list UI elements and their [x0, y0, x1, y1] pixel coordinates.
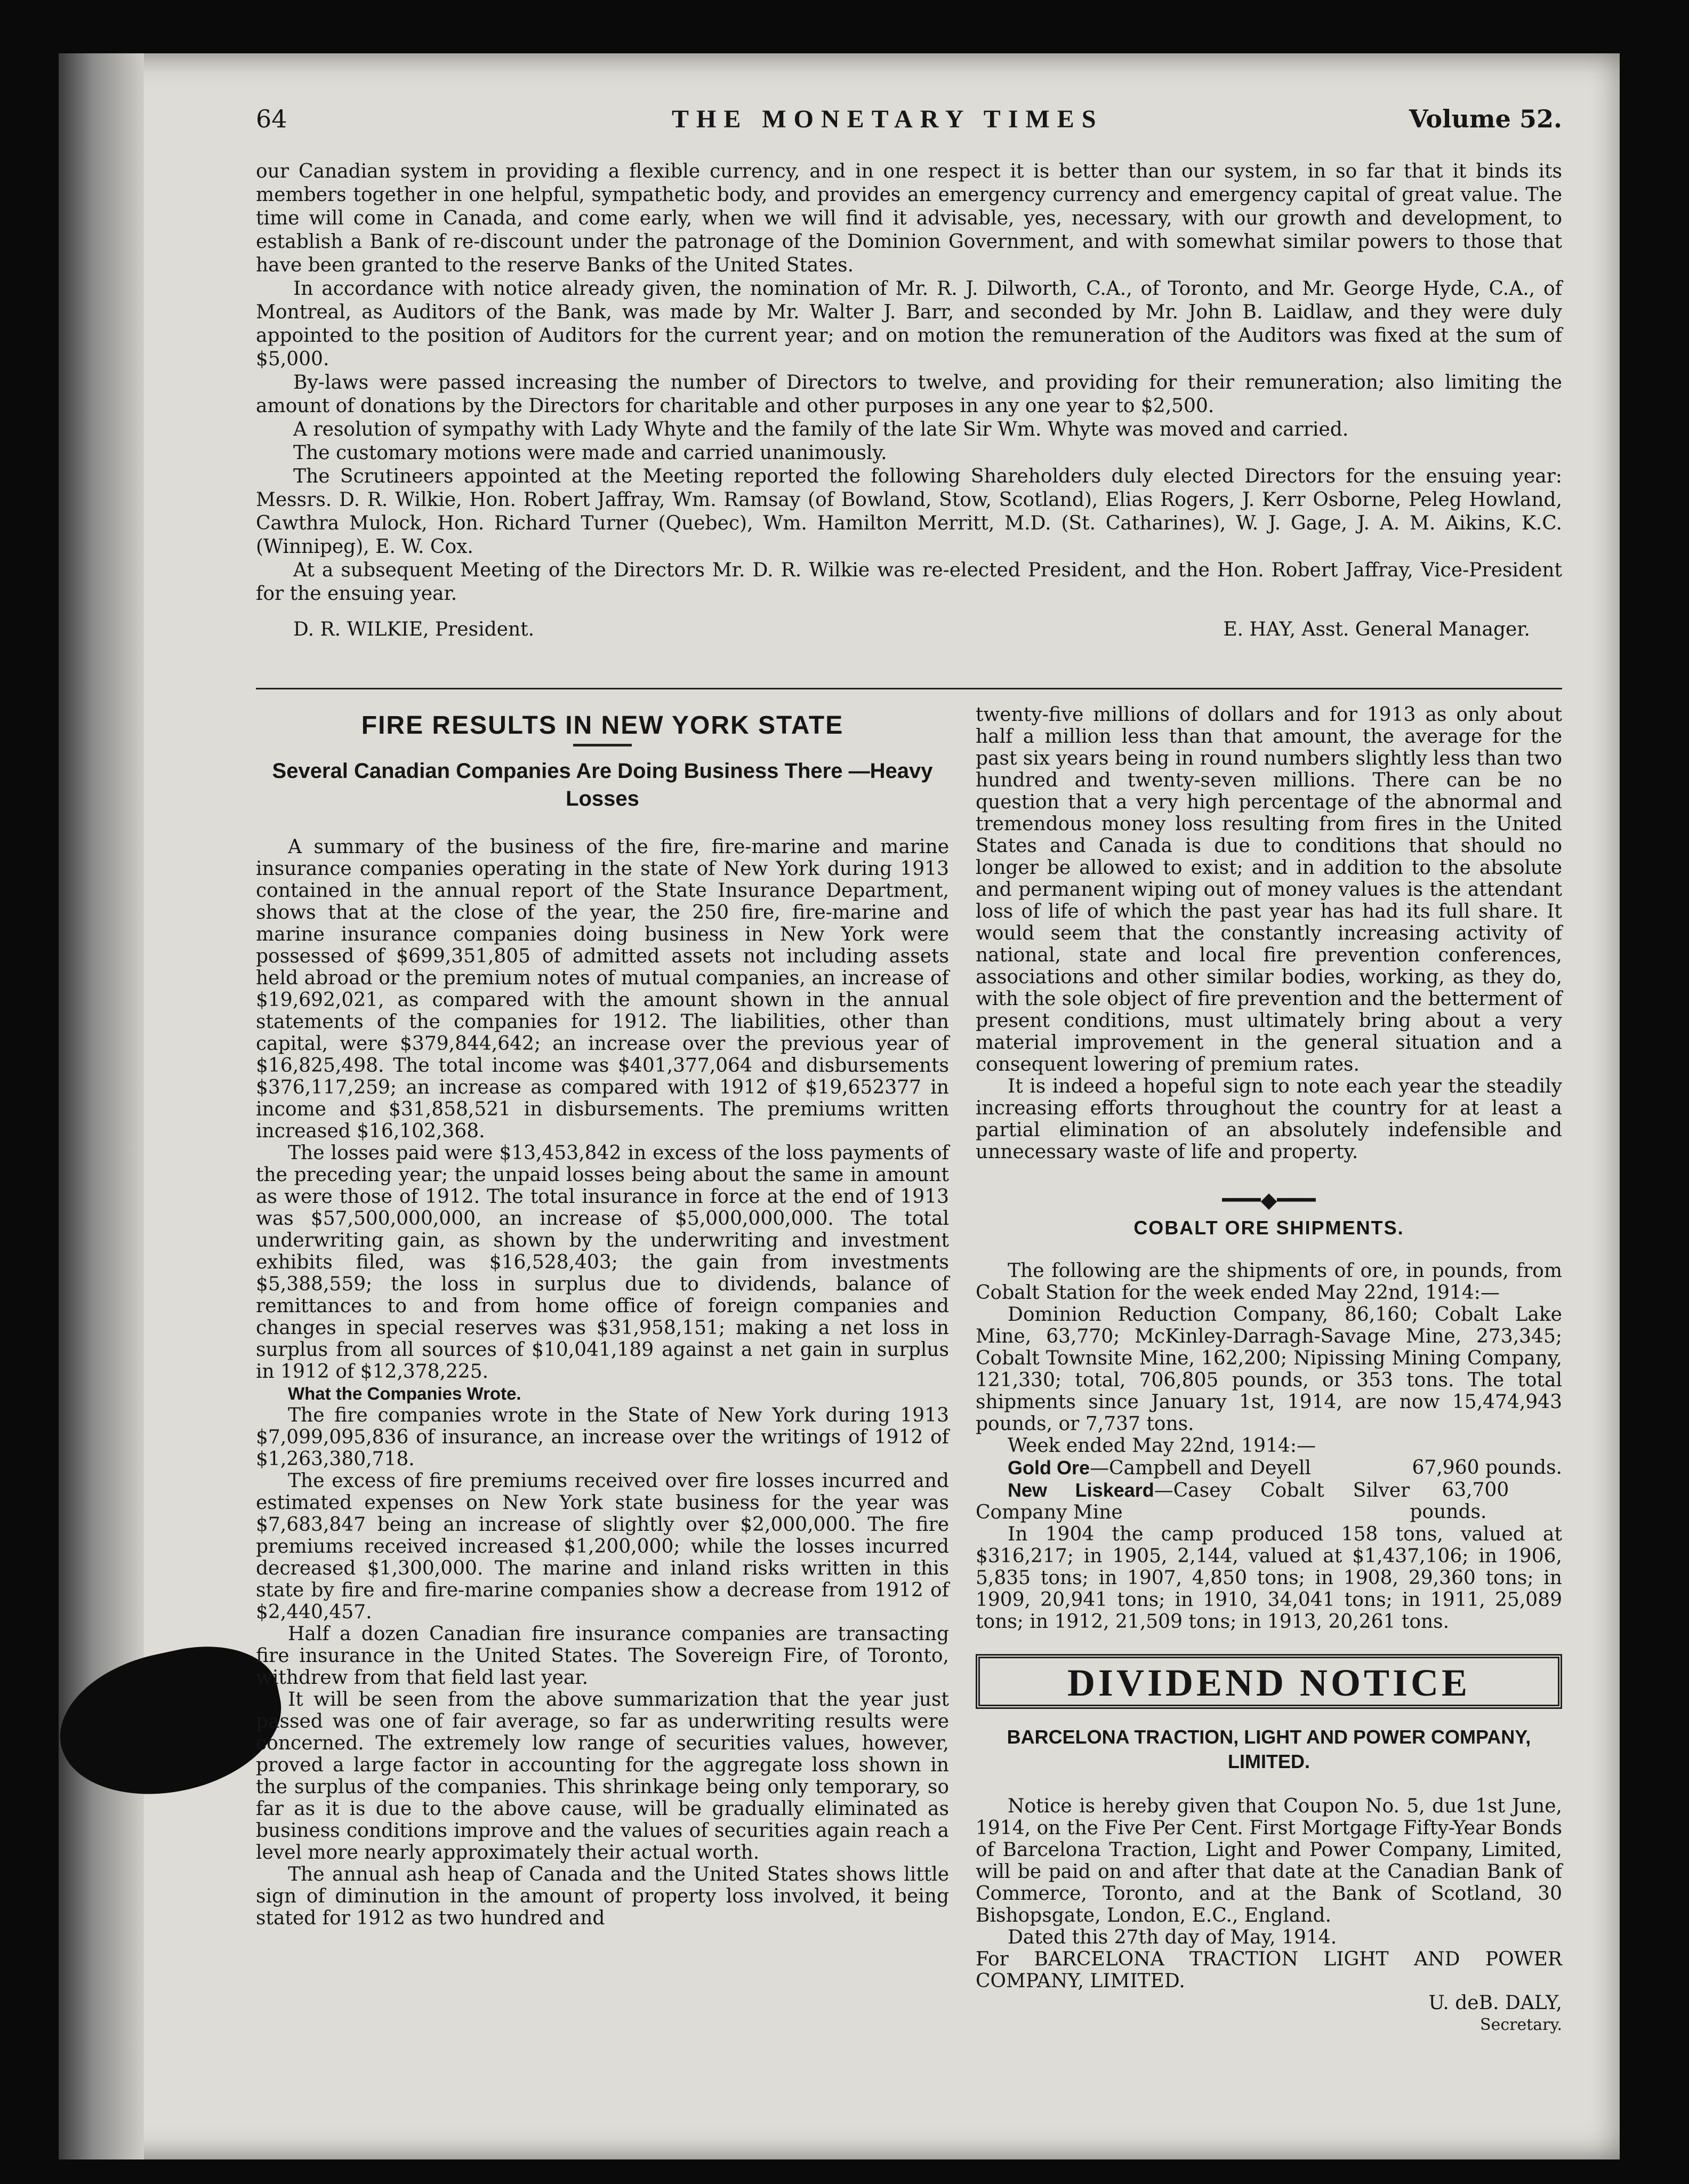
paragraph: Week ended May 22nd, 1914:—: [1008, 1435, 1316, 1457]
paragraph: At a subsequent Meeting of the Directors Mr. D. R. Wilkie was re-elected President, and the Hon. Robert Jaffray, Vice-President for the ensuing year.: [256, 559, 1562, 605]
publication-title: THE MONETARY TIMES: [672, 105, 1104, 133]
paragraph: The following are the shipments of ore, in pounds, from Cobalt Station for the week ended May 22nd, 1914:—: [976, 1260, 1562, 1304]
paragraph: Notice is hereby given that Coupon No. 5, due 1st June, 1914, on the Five Per Cent. First Mortgage Fifty-Year Bonds of Barcelona Traction, Light and Power Company, Limited, will be paid on and after that date at the Canadian Bank of Commerce, Toronto, and at the Bank of Scotland, 30 Bishopsgate, London, E.C., England.: [976, 1795, 1562, 1926]
paragraph: our Canadian system in providing a flexible currency, and in one respect it is better than our system, in so far that it binds its members together in one helpful, sympathetic body, and provides an emergency currency and emergency capital of great value. The time will come in Canada, and come early, when we will find it advisable, yes, necessary, with our growth and development, to establish a Bank of re-discount under the patronage of the Dominion Government, and with somewhat similar powers to those that have been granted to the reserve Banks of the United States.: [256, 160, 1562, 276]
left-column: [256, 704, 949, 1929]
page-binding: [59, 53, 144, 2159]
ornament-icon: ━━━◆━━━: [1222, 1188, 1316, 1213]
paragraph: The excess of fire premiums received over fire losses incurred and estimated expenses on New York state business for the year was $7,683,847 being an increase of slightly over $2,000,000. The fire premiums received increased $1,200,000; while the losses incurred decreased $1,300,000. The marine and inland risks written in this state by fire and fire-marine companies show a decrease from 1912 of $2,440,457.: [256, 1470, 949, 1623]
article-subtitle: Several Canadian Companies Are Doing Business There —Heavy Losses: [272, 759, 933, 810]
paragraph: The annual ash heap of Canada and the United States shows little sign of diminution in the amount of property loss involved, it being stated for 1912 as two hundred and: [256, 1864, 949, 1929]
shipment-text: —Campbell and Deyell: [1090, 1457, 1312, 1479]
shipment-value: 63,700 pounds.: [1410, 1479, 1509, 1523]
page-header: [256, 105, 1562, 142]
signer: U. deB. DALY,: [1428, 1992, 1562, 2014]
paragraph: Dominion Reduction Company, 86,160; Cobalt Lake Mine, 63,770; McKinley-Darragh-Savage Mine, 273,345; Cobalt Townsite Mine, 162,200; Nipissing Mining Company, 121,330; total, 706,805 pounds, or 353 tons. The total shipments since January 1st, 1914, are now 15,474,943 pounds, or 7,737 tons.: [976, 1304, 1562, 1435]
paragraph: It is indeed a hopeful sign to note each year the steadily increasing efforts throughout the country for at least a partial elimination of an absolutely indefensible and unnecessary waste of life and property.: [976, 1075, 1562, 1163]
signer-title: Secretary.: [1480, 2016, 1562, 2034]
paragraph: The Scrutineers appointed at the Meeting reported the following Shareholders duly elected Directors for the ensuing year: Messrs. D. R. Wilkie, Hon. Robert Jaffray, Wm. Ramsay (of Bowland, Stow, Scotland), Elias Rogers, J. Kerr Osborne, Peleg Howland, Cawthra Mulock, Hon. Richard Turner (Quebec), Wm. Hamilton Merritt, M.D. (St. Catharines), W. J. Gage, J. A. M. Aikins, K.C. (Winnipeg), E. W. Cox.: [256, 465, 1562, 558]
shipment-text: —Casey Cobalt Silver Company Mine: [976, 1480, 1410, 1523]
paragraph: A resolution of sympathy with Lady Whyte and the family of the late Sir Wm. Whyte was moved and carried.: [293, 419, 1349, 440]
shipment-row: [976, 1457, 1562, 1479]
bank-meeting-article: [256, 160, 1562, 606]
paragraph: twenty-five millions of dollars and for 1913 as only about half a million less than that amount, the average for the past six years being in round numbers slightly less than two hundred and twenty-seven millions. There can be no question that a very high percentage of the abnormal and tremendous money loss resulting from fires in the United States and Canada is due to conditions that should no longer be allowed to exist; and in addition to the absolute and permanent wiping out of money values is the attendant loss of life of which the past year has had its full share. It would seem that the constantly increasing activity of national, state and local fire prevention conferences, associations and other similar bodies, working, as they do, with the sole object of fire prevention and the betterment of present conditions, must ultimately bring about a very material improvement in the general situation and a consequent lowering of premium rates.: [976, 704, 1562, 1075]
dividend-notice-box: DIVIDEND NOTICE: [976, 1654, 1562, 1709]
section-divider: [256, 688, 1562, 689]
cobalt-title: COBALT ORE SHIPMENTS.: [1133, 1217, 1404, 1239]
paragraph: A summary of the business of the fire, fire-marine and marine insurance companies operating in the state of New York during 1913 contained in the annual report of the State Insurance Department, shows that at the close of the year, the 250 fire, fire-marine and marine insurance companies doing business in New York were possessed of $699,351,805 of admitted assets not including assets held abroad or the premium notes of mutual companies, an increase of $19,692,021, as compared with the amount shown in the annual statements of the companies for 1912. The liabilities, other than capital, were $379,844,642; an increase over the previous year of $16,825,498. The total income was $401,377,064 and disbursements $376,117,259; an increase as compared with 1912 of $19,652377 in income and $31,858,521 in disbursements. The premiums written increased $16,102,368.: [256, 836, 949, 1142]
paragraph: In accordance with notice already given, the nomination of Mr. R. J. Dilworth, C.A., of Toronto, and Mr. George Hyde, C.A., of Montreal, as Auditors of the Bank, was made by Mr. Walter J. Barr, and seconded by Mr. John B. Laidlaw, and they were duly appointed to the position of Auditors for the current year; and on motion the remuneration of the Auditors was fixed at the sum of $5,000.: [256, 278, 1562, 370]
president-signature: D. R. WILKIE, President.: [293, 619, 535, 640]
shipment-label: Gold Ore: [1008, 1457, 1090, 1479]
company-name: BARCELONA TRACTION, LIGHT AND POWER COMPANY, LIMITED.: [1007, 1726, 1531, 1772]
dated-line: Dated this 27th day of May, 1914.: [1008, 1926, 1337, 1948]
paragraph: The losses paid were $13,453,842 in excess of the loss payments of the preceding year; the unpaid losses being about the same in amount as were those of 1912. The total insurance in force at the end of 1913 was $57,500,000,000, an increase of $5,000,000,000. The total underwriting gain, as shown by the underwriting and investment exhibits filed, was $16,528,403; the gain from investments $5,388,559; the loss in surplus due to dividends, balance of remittances to and from home office of foreign companies and changes in special reserves was $31,958,151; making a net loss in surplus from all sources of $10,041,189 against a net gain in surplus in 1912 of $12,378,225.: [256, 1142, 949, 1383]
shipment-label: New Liskeard: [1008, 1479, 1154, 1501]
shipment-row: [976, 1479, 1562, 1523]
paragraph: The customary motions were made and carried unanimously.: [293, 442, 887, 464]
page-number: 64: [256, 105, 287, 133]
for-line: For BARCELONA TRACTION LIGHT AND POWER COMPANY, LIMITED.: [976, 1948, 1562, 1992]
volume-label: Volume 52.: [1409, 105, 1562, 133]
section-heading: What the Companies Wrote.: [288, 1384, 521, 1403]
right-edge-shadow: [1620, 0, 1689, 2184]
right-column: [976, 704, 1562, 2036]
title-rule: [573, 744, 632, 746]
paragraph: The fire companies wrote in the State of New York during 1913 $7,099,095,836 of insurance, an increase over the writings of 1912 of $1,263,380,718.: [256, 1404, 949, 1470]
paragraph: It will be seen from the above summarization that the year just passed was one of fair average, so far as underwriting results were concerned. The extremely low range of securities values, however, proved a large factor in accounting for the aggregate loss shown in the surplus of the companies. This shrinkage being only temporary, so far as it is due to the above cause, will be gradually eliminated as business conditions improve and the values of securities again reach a level more nearly approximately their actual worth.: [256, 1689, 949, 1864]
paragraph: By-laws were passed increasing the number of Directors to twelve, and providing for their remuneration; also limiting the amount of donations by the Directors for charitable and other purposes in any one year to $2,500.: [256, 372, 1562, 417]
paragraph: In 1904 the camp produced 158 tons, valued at $316,217; in 1905, 2,144, valued at $1,437,106; in 1906, 5,835 tons; in 1907, 4,850 tons; in 1908, 29,360 tons; in 1909, 20,941 tons; in 1910, 34,041 tons; in 1911, 25,089 tons; in 1912, 21,509 tons; in 1913, 20,261 tons.: [976, 1523, 1562, 1633]
paragraph: Half a dozen Canadian fire insurance companies are transacting fire insurance in the United States. The Sovereign Fire, of Toronto, withdrew from that field last year.: [256, 1623, 949, 1689]
manager-signature: E. HAY, Asst. General Manager.: [1223, 619, 1530, 640]
article-title: FIRE RESULTS IN NEW YORK STATE: [361, 711, 844, 740]
shipment-value: 67,960 pounds.: [1412, 1457, 1562, 1479]
